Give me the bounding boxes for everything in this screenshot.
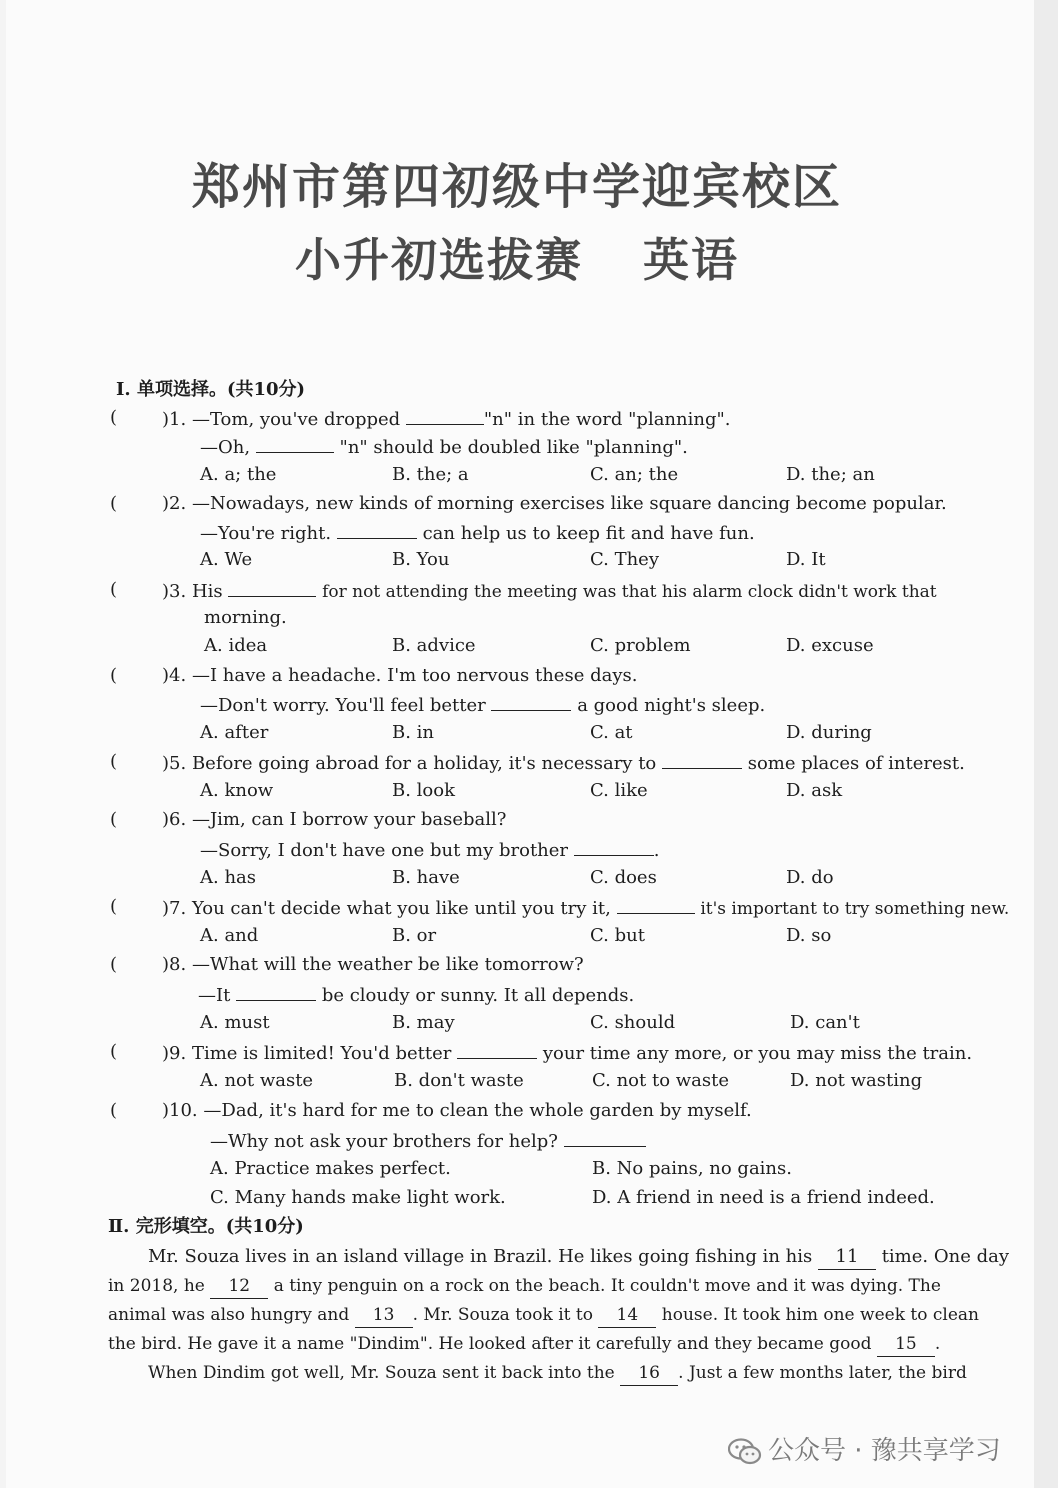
option-a: A. idea xyxy=(204,635,268,656)
wechat-icon xyxy=(728,1438,762,1466)
exam-title-subject: 小升初选拔赛 英语 xyxy=(295,233,739,287)
option-d: D. can't xyxy=(790,1012,860,1033)
option-b: B. advice xyxy=(392,635,476,656)
passage-line: the bird. He gave it a name "Dindim". He looked after it carefully and they became good 15 . xyxy=(108,1332,940,1357)
answer-blank xyxy=(574,837,654,856)
option-a: A. has xyxy=(200,867,257,888)
answer-blank xyxy=(406,406,484,425)
option-d: D. excuse xyxy=(786,635,874,656)
question-5: )5. Before going abroad for a holiday, it's necessary to some places of interest. xyxy=(162,750,965,776)
numbered-blank: 15 xyxy=(877,1332,935,1357)
section2-heading: Ⅱ. 完形填空。(共10分) xyxy=(108,1216,304,1237)
option-b: B. have xyxy=(392,867,460,888)
option-c: C. problem xyxy=(590,635,691,656)
option-c: C. Many hands make light work. xyxy=(210,1187,506,1208)
option-d: D. during xyxy=(786,722,872,743)
option-d: D. do xyxy=(786,867,834,888)
option-c: C. does xyxy=(590,867,657,888)
question-2-line2: —You're right. can help us to keep fit and have fun. xyxy=(200,520,755,546)
exam-title-school: 郑州市第四初级中学迎宾校区 xyxy=(191,159,842,215)
option-c: C. at xyxy=(590,722,633,743)
question-3-line2: morning. xyxy=(204,607,287,628)
question-7: )7. You can't decide what you like until you try it, it's important to try something new. xyxy=(162,895,1009,921)
question-8: )8. —What will the weather be like tomorrow? xyxy=(162,954,584,975)
answer-blank xyxy=(617,895,695,914)
question-6: )6. —Jim, can I borrow your baseball? xyxy=(162,809,507,830)
passage-line: in 2018, he 12 a tiny penguin on a rock on the beach. It couldn't move and it was dying. The xyxy=(108,1274,941,1299)
option-b: B. or xyxy=(392,925,437,946)
answer-blank xyxy=(256,434,334,453)
passage-line: animal was also hungry and 13 . Mr. Souza took it to 14 house. It took him one week to clean xyxy=(108,1303,979,1328)
option-d: D. It xyxy=(786,549,826,570)
numbered-blank: 13 xyxy=(355,1303,413,1328)
option-d: D. not wasting xyxy=(790,1070,923,1091)
numbered-blank: 11 xyxy=(818,1245,876,1270)
option-c: C. but xyxy=(590,925,645,946)
answer-paren: ( xyxy=(110,751,118,772)
option-d: D. ask xyxy=(786,780,843,801)
option-c: C. not to waste xyxy=(592,1070,730,1091)
answer-blank xyxy=(491,692,571,711)
option-a: A. Practice makes perfect. xyxy=(210,1158,451,1179)
question-10: )10. —Dad, it's hard for me to clean the whole garden by myself. xyxy=(162,1100,752,1121)
option-d: D. so xyxy=(786,925,832,946)
passage-line: When Dindim got well, Mr. Souza sent it back into the 16 . Just a few months later, the bird xyxy=(148,1361,967,1386)
question-8-line2: —It be cloudy or sunny. It all depends. xyxy=(198,982,634,1008)
answer-paren: ( xyxy=(110,665,118,686)
watermark: 公众号 · 豫共享学习 xyxy=(728,1430,1001,1467)
answer-blank xyxy=(228,578,316,597)
option-d: D. A friend in need is a friend indeed. xyxy=(592,1187,935,1208)
option-a: A. a; the xyxy=(200,464,277,485)
answer-blank xyxy=(662,750,742,769)
numbered-blank: 16 xyxy=(620,1361,678,1386)
answer-blank xyxy=(564,1128,646,1147)
question-10-line2: —Why not ask your brothers for help? xyxy=(210,1128,646,1154)
page-edge xyxy=(1034,0,1058,1488)
question-1-line2: —Oh, "n" should be doubled like "planning". xyxy=(200,434,688,460)
option-a: A. know xyxy=(200,780,274,801)
question-6-line2: —Sorry, I don't have one but my brother . xyxy=(200,837,660,863)
answer-blank xyxy=(337,520,417,539)
option-b: B. look xyxy=(392,780,456,801)
option-c: C. should xyxy=(590,1012,676,1033)
answer-blank xyxy=(236,982,316,1001)
answer-paren: ( xyxy=(110,1100,118,1121)
answer-paren: ( xyxy=(110,579,118,600)
option-c: C. like xyxy=(590,780,648,801)
option-a: A. after xyxy=(200,722,269,743)
option-b: B. don't waste xyxy=(394,1070,524,1091)
option-a: A. We xyxy=(200,549,253,570)
question-4-line2: —Don't worry. You'll feel better a good night's sleep. xyxy=(200,692,765,718)
answer-paren: ( xyxy=(110,1041,118,1062)
answer-blank xyxy=(457,1040,537,1059)
answer-paren: ( xyxy=(110,954,118,975)
answer-paren: ( xyxy=(110,407,118,428)
option-a: A. not waste xyxy=(200,1070,314,1091)
option-b: B. the; a xyxy=(392,464,469,485)
question-3: )3. His for not attending the meeting was that his alarm clock didn't work that xyxy=(162,578,937,604)
passage-line: Mr. Souza lives in an island village in Brazil. He likes going fishing in his 11 time. One day xyxy=(148,1245,1009,1270)
option-a: A. and xyxy=(200,925,259,946)
question-4: )4. —I have a headache. I'm too nervous these days. xyxy=(162,665,638,686)
section1-heading: Ⅰ. 单项选择。(共10分) xyxy=(116,379,306,400)
option-a: A. must xyxy=(200,1012,270,1033)
option-c: C. They xyxy=(590,549,659,570)
option-b: B. You xyxy=(392,549,450,570)
option-b: B. may xyxy=(392,1012,455,1033)
question-2: )2. —Nowadays, new kinds of morning exercises like square dancing become popular. xyxy=(162,493,947,514)
answer-paren: ( xyxy=(110,493,118,514)
option-b: B. No pains, no gains. xyxy=(592,1158,792,1179)
option-b: B. in xyxy=(392,722,435,743)
answer-paren: ( xyxy=(110,896,118,917)
numbered-blank: 12 xyxy=(210,1274,268,1299)
numbered-blank: 14 xyxy=(598,1303,656,1328)
answer-paren: ( xyxy=(110,809,118,830)
option-d: D. the; an xyxy=(786,464,875,485)
question-1: )1. —Tom, you've dropped "n" in the word "planning". xyxy=(162,406,731,432)
option-c: C. an; the xyxy=(590,464,679,485)
question-9: )9. Time is limited! You'd better your time any more, or you may miss the train. xyxy=(162,1040,972,1066)
